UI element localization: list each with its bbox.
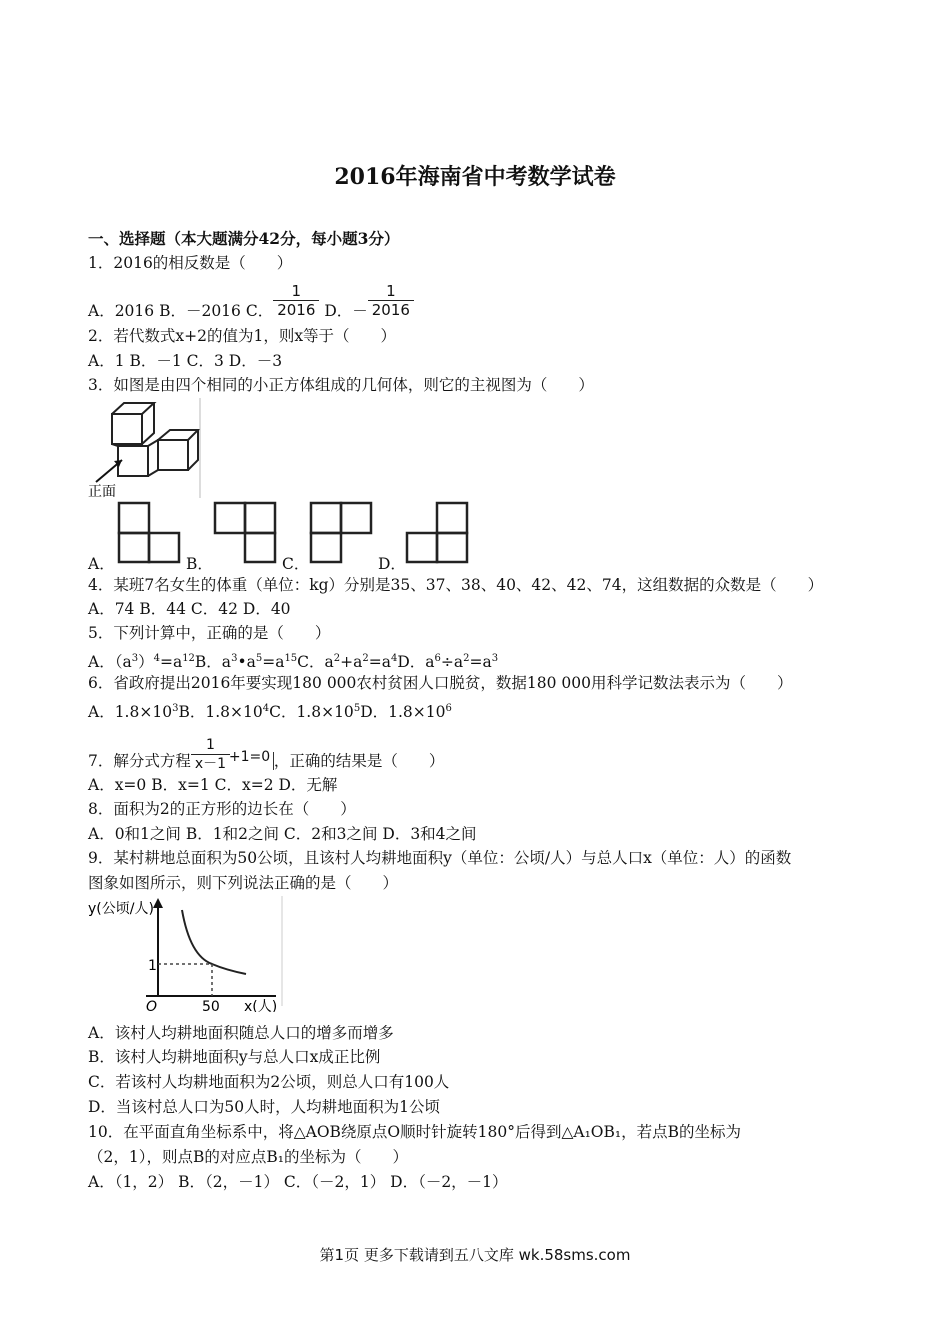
q9-option-b: B．该村人均耕地面积y与总人口x成正比例	[88, 1048, 381, 1066]
q3-option-c-view	[308, 500, 374, 564]
q7-stem	[88, 737, 445, 772]
q3-cube-right	[158, 440, 188, 470]
q4-stem: 4．某班7名女生的体重（单位：kg）分别是35、37、38、40、42、42、74，这组数据的众数是（ ）	[88, 576, 824, 594]
q3-cube-front	[118, 446, 148, 476]
q3-cube-right-top	[158, 430, 198, 440]
q3-edge-b	[148, 470, 158, 476]
q1-fraction-d	[368, 282, 414, 319]
q9-graph-x50: 50	[202, 999, 220, 1012]
q8-options: A．0和1之间 B．1和2之间 C．2和3之间 D．3和4之间	[88, 825, 477, 843]
page-title: 2016年海南省中考数学试卷	[334, 164, 616, 190]
q7-fraction	[191, 736, 230, 773]
q9-option-c: C．若该村人均耕地面积为2公顷，则总人口有100人	[88, 1073, 450, 1091]
q3-stem: 3．如图是由四个相同的小正方体组成的几何体，则它的主视图为（ ）	[88, 376, 594, 394]
q3-label-a: A．	[88, 555, 115, 573]
q2-stem: 2．若代数式x+2的值为1，则x等于（ ）	[88, 327, 397, 345]
q3-option-b-view	[212, 500, 278, 564]
q1-option-d: D．－	[324, 302, 368, 320]
q1-frac-d-num: 1	[386, 281, 396, 300]
q1-frac-d-den: 2016	[368, 300, 414, 319]
q3-label-c: C．	[282, 555, 310, 573]
section-heading: 一、选择题（本大题满分42分，每小题3分）	[88, 229, 400, 248]
q9-curve	[182, 910, 246, 974]
page-footer: 第1页 更多下载请到五八文库 wk.58sms.com	[319, 1246, 631, 1264]
q1-stem: 1．2016的相反数是（ ）	[88, 254, 293, 272]
q7-eq-rest: +1=0	[228, 749, 271, 765]
q3-edge	[148, 440, 158, 446]
q3-cube-top-top	[112, 403, 154, 414]
q7-stem-post: ，正确的结果是（ ）	[273, 752, 445, 770]
q10-options: A．（1，2） B．（2，－1） C．（－2，1） D．（－2，－1）	[88, 1173, 508, 1191]
q9-graph-xlabel: x(人)	[244, 999, 278, 1012]
q1-frac-c-num: 1	[291, 281, 302, 300]
q9-y-arrow	[153, 898, 163, 908]
q7-eq-num: 1	[206, 737, 215, 753]
q3-front-label: 正面	[88, 484, 116, 500]
q9-graph-ylabel: y(公顷/人)	[88, 901, 154, 917]
q9-stem-line2: 图象如图所示，则下列说法正确的是（ ）	[88, 874, 399, 892]
q3-cube-top-front	[112, 414, 142, 444]
q2-options: A．1 B．－1 C．3 D．－3	[88, 352, 283, 370]
q3-option-d-view	[404, 500, 470, 564]
q9-graph-y1: 1	[148, 958, 157, 974]
q9-graph-origin: O	[146, 999, 158, 1012]
q3-solid-figure	[88, 398, 203, 500]
q3-option-a-view	[116, 500, 182, 564]
q8-stem: 8．面积为2的正方形的边长在（ ）	[88, 800, 356, 818]
q1-fraction-c	[273, 282, 319, 319]
q1-options	[88, 281, 414, 322]
q4-options: A．74 B．44 C．42 D．40	[88, 600, 291, 618]
q9-graph	[86, 896, 286, 1012]
q3-label-b: B．	[186, 555, 213, 573]
q7-stem-pre: 7．解分式方程	[88, 752, 191, 770]
q1-frac-c-den: 2016	[273, 300, 319, 319]
q6-stem: 6．省政府提出2016年要实现180 000农村贫困人口脱贫，数据180 000用科学记数法表示为（ ）	[88, 674, 793, 692]
q7-options: A．x=0 B．x=1 C．x=2 D．无解	[88, 776, 338, 794]
q7-eq-den: x－1	[191, 754, 230, 773]
q3-label-d: D．	[378, 555, 406, 573]
q10-stem-line1: 10．在平面直角坐标系中，将△AOB绕原点O顺时针旋转180°后得到△A₁OB₁，若点B的坐标为	[88, 1123, 742, 1141]
q10-stem-line2: （2，1），则点B的对应点B₁的坐标为（ ）	[88, 1148, 408, 1166]
q5-options: A．$(a^3)^4=a^{12}B$．$a^3•a^5=a^{15}C$．$a^2+a^2=a^4D$．$a^6\div a^2=a^3$	[88, 653, 499, 672]
q5-stem: 5．下列计算中，正确的是（ ）	[88, 624, 331, 642]
q9-stem-line1: 9．某村耕地总面积为50公顷，且该村人均耕地面积y（单位：公顷/人）与总人口x（单位：人）的函数	[88, 849, 792, 867]
q9-option-d: D．当该村总人口为50人时，人均耕地面积为1公顷	[88, 1098, 441, 1116]
q6-options: A．$1.8\times 10^3B$．$1.8\times 10^4C$．$1.8\times 10^5D$．$1.8\times 10^6$	[88, 703, 452, 722]
q1-options-abc: A．2016 B．－2016 C．	[88, 302, 274, 320]
q9-option-a: A．该村人均耕地面积随总人口的增多而增多	[88, 1024, 394, 1042]
